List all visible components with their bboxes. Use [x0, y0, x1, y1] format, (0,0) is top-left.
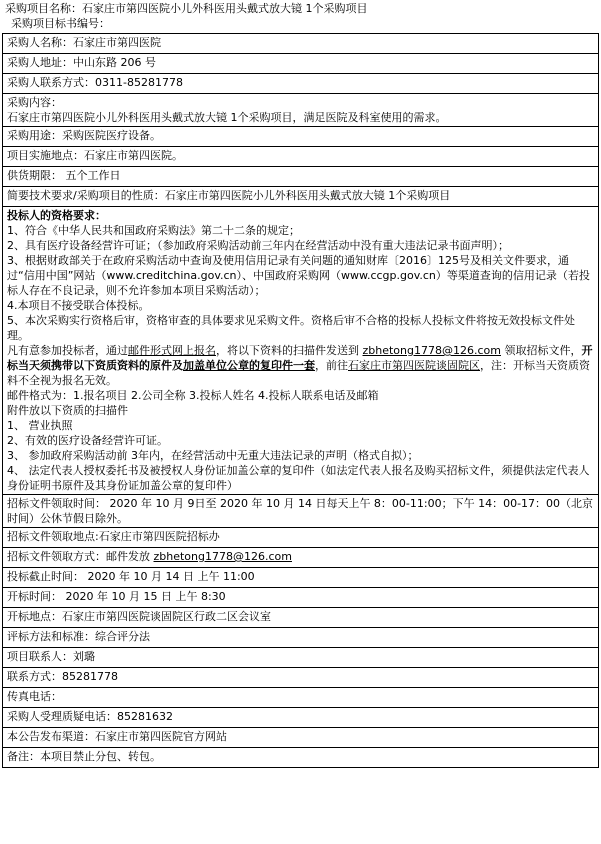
reg-method: 邮件形式网上报名 — [128, 344, 216, 357]
email-format: 邮件格式为：1.报名项目 2.公司全称 3.投标人姓名 4.投标人联系电话及邮箱 — [7, 389, 379, 402]
open-place: 开标地点：石家庄市第四医院谈固院区行政二区会议室 — [3, 608, 599, 628]
reg-text: 凡有意参加投标者，通过 — [7, 344, 128, 357]
registration-paragraph — [7, 343, 594, 388]
get-method-label: 招标文件领取方式：邮件发放 — [7, 550, 154, 563]
purpose: 采购用途：采购医院医疗设备。 — [3, 127, 599, 147]
qual-item: 5、本次采购实行资格后审，资格审查的具体要求见采购文件。资格后审不合格的投标人投标文件将按无效投标文件处理。 — [7, 314, 575, 342]
project-name: 采购项目名称：石家庄市第四医院小儿外科医用头戴式放大镜 1个采购项目 — [5, 2, 368, 15]
remark: 备注：本项目禁止分包、转包。 — [3, 748, 599, 768]
attach-item: 1、 营业执照 — [7, 419, 73, 432]
reg-bold-underline: 加盖单位公章的复印件一套 — [183, 359, 315, 372]
reg-place: 石家庄市第四医院谈固院区 — [348, 359, 480, 372]
contact-person: 项目联系人：刘璐 — [3, 648, 599, 668]
qual-item: 3、根据财政部关于在政府采购活动中查询及使用信用记录有关问题的通知财库〔2016〕125号及相关文件要求，通过“信用中国”网站（www.creditchina.gov.cn）、中国政府采购网（www.ccgp.gov.cn）等渠道查询的信用记录（若投标人存在不良记录，则不允许参加本项目采购活动）； — [7, 254, 590, 297]
qualification-cell — [3, 207, 599, 495]
qual-item: 4.本项目不接受联合体投标。 — [7, 299, 150, 312]
reg-text: ，注：开标当天资质资料不全视为报名无效。 — [7, 359, 590, 387]
qualification-title: 投标人的资格要求： — [7, 209, 106, 222]
buyer-contact: 采购人联系方式：0311-85281778 — [3, 74, 599, 94]
bid-number: 采购项目标书编号： — [11, 17, 110, 30]
announcement-table — [2, 33, 599, 768]
open-time: 开标时间： 2020 年 10 月 15 日 上午 8:30 — [3, 588, 599, 608]
qual-item: 1、符合《中华人民共和国政府采购法》第二十二条的规定； — [7, 224, 300, 237]
attach-item: 4、 法定代表人授权委托书及被授权人身份证加盖公章的复印件（如法定代表人报名及购买招标文件，须提供法定代表人身份证明书原件及其身份证加盖公章的复印件） — [7, 464, 590, 492]
brief-requirements: 简要技术要求/采购项目的性质：石家庄市第四医院小儿外科医用头戴式放大镜 1个采购项目 — [3, 187, 599, 207]
contact-phone: 联系方式：85281778 — [3, 668, 599, 688]
buyer-address: 采购人地址：中山东路 206 号 — [3, 54, 599, 74]
content-label: 采购内容： — [7, 96, 62, 109]
qual-item: 2、具有医疗设备经营许可证；（参加政府采购活动前三年内在经营活动中没有重大违法记录书面声明）； — [7, 239, 509, 252]
attach-item: 3、 参加政府采购活动前 3年内，在经营活动中无重大违法记录的声明（格式自拟）； — [7, 449, 419, 462]
get-method-email-link[interactable]: zbhetong1778@126.com — [153, 550, 292, 563]
reg-text: ，将以下资料的扫描件发送到 — [216, 344, 363, 357]
reg-bold: 开标当天须携带以下资质资料的原件及 — [7, 344, 593, 372]
location: 项目实施地点：石家庄市第四医院。 — [3, 147, 599, 167]
reg-text: 领取招标文件， — [500, 344, 582, 357]
complaint-phone: 采购人受理质疑电话：85281632 — [3, 708, 599, 728]
content-text: 石家庄市第四医院小儿外科医用头戴式放大镜 1个采购项目，满足医院及科室使用的需求。 — [7, 111, 447, 124]
delivery: 供货期限： 五个工作日 — [3, 167, 599, 187]
reg-email-link[interactable]: zbhetong1778@126.com — [362, 344, 501, 357]
reg-text: ，前往 — [315, 359, 348, 372]
publish-channel: 本公告发布渠道：石家庄市第四医院官方网站 — [3, 728, 599, 748]
content-cell — [3, 94, 599, 127]
attach-item: 2、有效的医疗设备经营许可证。 — [7, 434, 168, 447]
buyer-name: 采购人名称：石家庄市第四医院 — [3, 34, 599, 54]
header-block — [0, 0, 601, 31]
fax: 传真电话： — [3, 688, 599, 708]
get-time: 招标文件领取时间： 2020 年 10 月 9日至 2020 年 10 月 14 日每天上午 8：00-11:00；下午 14：00-17：00（北京时间）公休节假日除外。 — [3, 495, 599, 528]
get-method — [3, 548, 599, 568]
evaluation-method: 评标方法和标准：综合评分法 — [3, 628, 599, 648]
attach-title: 附件放以下资质的扫描件 — [7, 404, 128, 417]
deadline: 投标截止时间： 2020 年 10 月 14 日 上午 11:00 — [3, 568, 599, 588]
get-place: 招标文件领取地点:石家庄市第四医院招标办 — [3, 528, 599, 548]
